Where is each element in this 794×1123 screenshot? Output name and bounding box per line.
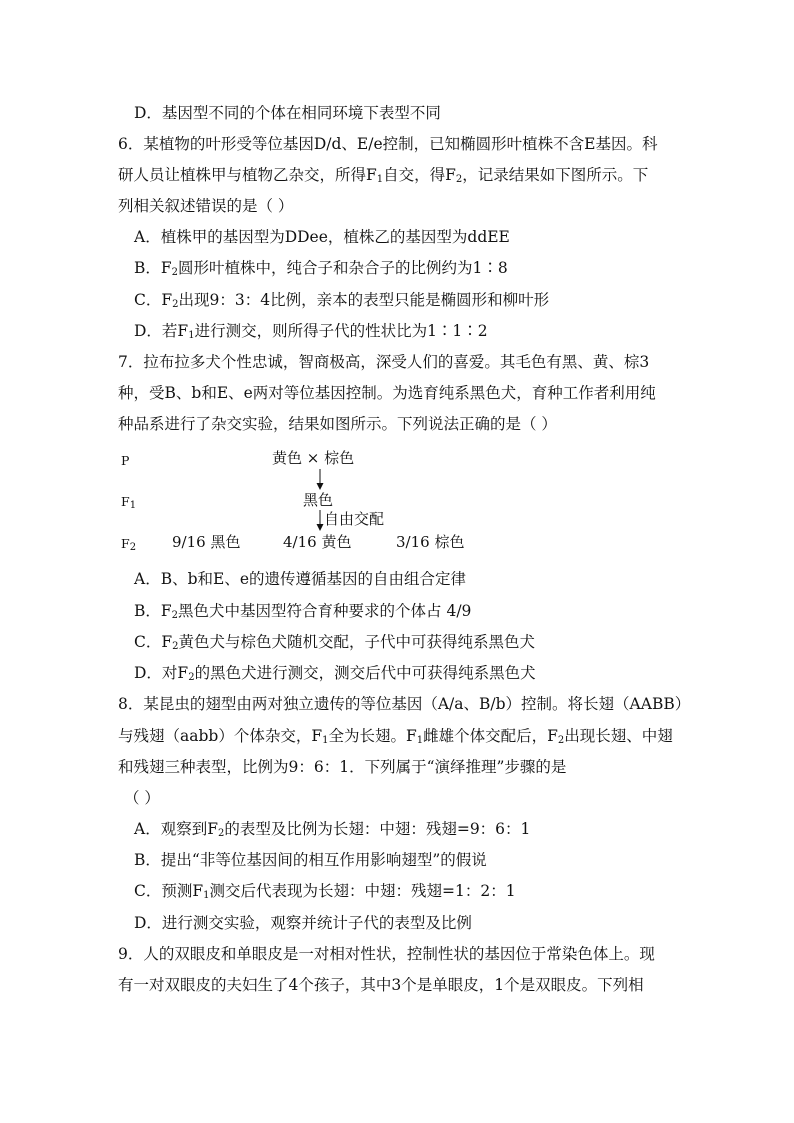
q9-stem-line1: 9．人的双眼皮和单眼皮是一对相对性状，控制性状的基因位于常染色体上。现	[118, 945, 655, 963]
q7-option-a: A．B、b和E、e的遗传遵循基因的自由组合定律	[134, 570, 466, 588]
arrow-down-icon	[314, 469, 326, 491]
diagram-f2-brown: 3/16 棕色	[396, 533, 465, 551]
q7-stem-line3: 种品系进行了杂交实验，结果如图所示。下列说法正确的是（ ）	[118, 415, 557, 433]
diagram-f1-phenotype: 黑色	[303, 491, 334, 509]
diagram-parents-cross: 黄色 × 棕色	[272, 449, 355, 467]
q6-option-a: A．植株甲的基因型为DDee，植株乙的基因型为ddEE	[134, 228, 510, 246]
diagram-gen-p: P	[121, 453, 130, 468]
q8-stem-line3: 和残翅三种表型，比例为9：6：1．下列属于“演绎推理”步骤的是	[118, 758, 567, 776]
diagram-f2-black: 9/16 黑色	[172, 533, 241, 551]
q6-stem-line2: 研人员让植株甲与植物乙杂交，所得$F_1$自交，得$F_2$，记录结果如下图所示。下	[118, 166, 649, 185]
q7-option-b: B．$F_2$黑色犬中基因型符合育种要求的个体占 4/9	[134, 602, 472, 621]
q6-stem-line1: 6．某植物的叶形受等位基因D/d、E/e控制，已知椭圆形叶植株不含E基因。科	[118, 135, 658, 153]
q7-option-c: C．$F_2$黄色犬与棕色犬随机交配，子代中可获得纯系黑色犬	[134, 633, 536, 652]
q9-stem-line2: 有一对双眼皮的夫妇生了4个孩子，其中3个是单眼皮，1个是双眼皮。下列相	[118, 976, 644, 994]
diagram-f2-yellow: 4/16 黄色	[283, 533, 352, 551]
q6-option-b: B．$F_2$圆形叶植株中，纯合子和杂合子的比例约为1∶8	[134, 259, 508, 278]
diagram-gen-f2: $F_2$	[121, 536, 137, 553]
diagram-gen-f1: $F_1$	[121, 494, 137, 511]
q7-option-d: D．对$F_2$的黑色犬进行测交，测交后代中可获得纯系黑色犬	[134, 664, 536, 683]
q5-option-d: D．基因型不同的个体在相同环境下表型不同	[134, 104, 441, 122]
q8-stem-line2: 与残翅（aabb）个体杂交，$F_1$全为长翅。$F_1$雌雄个体交配后，$F_2$出现长翅、中翅	[118, 727, 673, 746]
q8-option-a: A．观察到$F_2$的表型及比例为长翅：中翅：残翅=9：6：1	[134, 820, 531, 839]
q6-option-d: D．若$F_1$进行测交，则所得子代的性状比为1∶1∶2	[134, 322, 488, 341]
q8-option-d: D．进行测交实验，观察并统计子代的表型及比例	[134, 914, 472, 932]
diagram-mating-label: 自由交配	[324, 510, 385, 528]
q6-stem-line3: 列相关叙述错误的是（ ）	[118, 197, 294, 215]
q8-stem-line1: 8．某昆虫的翅型由两对独立遗传的等位基因（A/a、B/b）控制。将长翅（AABB）	[118, 695, 691, 713]
q6-option-c: C．$F_2$出现9：3：4比例，亲本的表型只能是椭圆形和柳叶形	[134, 291, 550, 310]
q7-stem-line2: 种，受B、b和E、e两对等位基因控制。为选育纯系黑色犬，育种工作者利用纯	[118, 384, 656, 402]
q8-answer-blank: （ ）	[124, 789, 160, 807]
q8-option-c: C．预测$F_1$测交后代表现为长翅：中翅：残翅=1：2：1	[134, 882, 516, 901]
q8-option-b: B．提出“非等位基因间的相互作用影响翅型”的假说	[134, 851, 487, 869]
q7-stem-line1: 7．拉布拉多犬个性忠诚，智商极高，深受人们的喜爱。其毛色有黑、黄、棕3	[118, 353, 650, 371]
